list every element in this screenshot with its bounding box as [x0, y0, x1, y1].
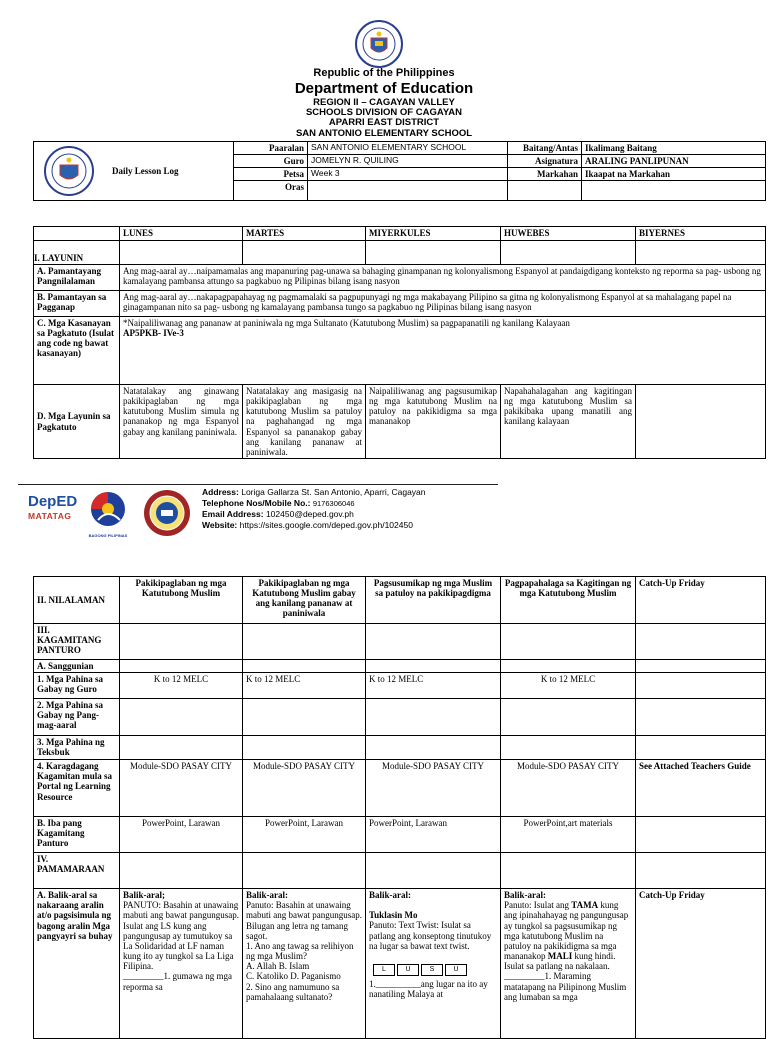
iba-pang-kagamitan-huwebes: PowerPoint,art materials	[501, 817, 636, 853]
learning-resource-miyerkules: Module-SDO PASAY CITY	[366, 760, 501, 817]
mali-keyword: MALI	[547, 951, 573, 962]
empty-cell	[501, 699, 636, 736]
gabay-ng-guro-lunes: K to 12 MELC	[120, 673, 243, 699]
markahan-label: Markahan	[508, 168, 582, 181]
empty-cell	[636, 660, 766, 673]
layunin-table	[33, 226, 766, 459]
nilalaman-table	[33, 576, 766, 1039]
daily-lesson-log-title: Daily Lesson Log	[112, 166, 179, 177]
empty-cell	[501, 660, 636, 673]
deped-matatag-logo	[28, 493, 80, 529]
matatag-wordmark: MATATAG	[28, 511, 72, 521]
footer-divider	[18, 484, 498, 485]
text-twist-letters	[373, 963, 497, 976]
empty-cell	[366, 736, 501, 760]
layunin-sa-pagkatuto-label: D. Mga Layunin sa Pagkatuto	[34, 385, 120, 459]
empty-cell	[120, 624, 243, 660]
empty-cell	[243, 624, 366, 660]
address-label: Address:	[202, 487, 239, 497]
balik-aral-martes-q1: 1. Ano ang tawag sa relihiyon ng mga Muslim?	[246, 940, 354, 962]
paaralan-label: Paaralan	[234, 142, 308, 155]
empty-cell	[636, 241, 766, 265]
telephone-label: Telephone Nos/Mobile No.:	[202, 498, 311, 508]
kasanayan-label: C. Mga Kasanayan sa Pagkatuto (Isulat ang code ng bawat kasanayan)	[34, 317, 120, 385]
day-header-lunes: LUNES	[120, 227, 243, 241]
guro-label: Guro	[234, 155, 308, 168]
balik-aral-huwebes-item: _________1. Maraming matatapang na Pilipinong Muslim ang lumaban sa mga	[504, 971, 627, 1002]
empty-cell	[636, 624, 766, 660]
empty-cell	[34, 227, 120, 241]
empty-cell	[243, 736, 366, 760]
balik-aral-lunes-item: _________1. gumawa ng mga reporma sa	[123, 971, 232, 992]
kasanayan-cell	[120, 317, 766, 385]
balik-aral-huwebes	[501, 889, 636, 1039]
layunin-huwebes: Napahahalagahan ang kagitingan ng mga katutubong Muslim sa pakikibaka upang manatili ang kanilang kalayaan	[501, 385, 636, 459]
asignatura-value: ARALING PANLIPUNAN	[582, 155, 766, 168]
petsa-value: Week 3	[308, 168, 508, 181]
empty-cell	[501, 241, 636, 265]
gabay-ng-guro-label: 1. Mga Pahina sa Gabay ng Guro	[34, 673, 120, 699]
markahan-value: Ikaapat na Markahan	[582, 168, 766, 181]
empty-cell	[636, 853, 766, 889]
nilalaman-label: II. NILALAMAN	[34, 577, 120, 624]
empty-cell	[120, 241, 243, 265]
gabay-ng-guro-miyerkules: K to 12 MELC	[366, 673, 501, 699]
nilalaman-miyerkules: Pagsusumikap ng mga Muslim sa patuloy na pakikipagdigma	[366, 577, 501, 624]
day-header-miyerkules: MIYERKULES	[366, 227, 501, 241]
balik-aral-martes	[243, 889, 366, 1039]
empty-cell	[636, 736, 766, 760]
empty-cell	[501, 736, 636, 760]
day-header-huwebes: HUWEBES	[501, 227, 636, 241]
paaralan-value: SAN ANTONIO ELEMENTARY SCHOOL	[308, 142, 508, 155]
learning-resource-huwebes: Module-SDO PASAY CITY	[501, 760, 636, 817]
bagong-pilipinas-wordmark: BAGONG PILIPINAS	[88, 533, 128, 538]
balik-aral-miyerkules-title: Balik-aral:	[369, 890, 411, 901]
iba-pang-kagamitan-martes: PowerPoint, Larawan	[243, 817, 366, 853]
nilalaman-martes: Pakikipaglaban ng mga Katutubong Muslim gabay ang kanilang pananaw at paniniwala	[243, 577, 366, 624]
empty-cell	[120, 660, 243, 673]
learning-resource-martes: Module-SDO PASAY CITY	[243, 760, 366, 817]
text-twist-letter: S	[421, 964, 443, 976]
email-label: Email Address:	[202, 509, 264, 519]
balik-aral-lunes-text: PANUTO: Basahin at unawaing mabuti ang bawat pangungusap. Isulat ang LS kung ang pangungusap ay tumutukoy sa La Solidaridad at LF naman kung ito ay tungkol sa La Liga Filipina.	[123, 900, 239, 972]
gabay-ng-guro-martes: K to 12 MELC	[243, 673, 366, 699]
empty-cell	[501, 624, 636, 660]
bagong-pilipinas-icon	[86, 490, 130, 528]
iba-pang-kagamitan-label: B. Iba pang Kagamitang Panturo	[34, 817, 120, 853]
learning-resource-biyernes: See Attached Teachers Guide	[636, 760, 766, 817]
empty-cell	[366, 660, 501, 673]
balik-aral-lunes-title: Balik-aral;	[123, 890, 165, 901]
empty-cell	[636, 699, 766, 736]
gabay-ng-guro-biyernes	[636, 673, 766, 699]
empty-cell	[508, 181, 582, 201]
teksbuk-label: 3. Mga Pahina ng Teksbuk	[34, 736, 120, 760]
balik-aral-huwebes-title: Balik-aral:	[504, 890, 546, 901]
learning-resource-lunes: Module-SDO PASAY CITY	[120, 760, 243, 817]
nilalaman-biyernes: Catch-Up Friday	[636, 577, 766, 624]
school-seal-icon	[140, 488, 194, 538]
website-label: Website:	[202, 520, 238, 530]
pamantayang-pangnilalaman-label: A. Pamantayang Pangnilalaman	[34, 265, 120, 291]
deped-wordmark: DepED	[28, 493, 78, 510]
empty-cell	[582, 181, 766, 201]
balik-aral-martes-q2: 2. Sino ang namumuno sa pamahalaang sultanato?	[246, 981, 340, 1002]
day-header-biyernes: BIYERNES	[636, 227, 766, 241]
website-link[interactable]: https://sites.google.com/deped.gov.ph/102450	[239, 520, 413, 530]
balik-aral-miyerkules-text: Panuto: Text Twist: Isulat sa patlang ang konseptong tinutukoy na lugar sa bawat text twist.	[369, 920, 492, 951]
empty-cell	[120, 699, 243, 736]
tuklasin-mo-heading: Tuklasin Mo	[369, 910, 418, 921]
address-value: Loriga Gallarza St. San Antonio, Aparri, Cagayan	[241, 487, 426, 497]
iba-pang-kagamitan-biyernes	[636, 817, 766, 853]
sanggunian-label: A. Sanggunian	[34, 660, 120, 673]
gabay-ng-mag-aaral-label: 2. Mga Pahina sa Gabay ng Pang-mag-aaral	[34, 699, 120, 736]
layunin-lunes: Natatalakay ang ginawang pakikipaglaban ng mga katutubong Muslim simula ng pananakop ng mga Espanyol gabay ang kanilang paniniwala.	[120, 385, 243, 459]
email-value: 102450@deped.gov.ph	[265, 509, 354, 519]
balik-aral-miyerkules-item: 1.__________ang lugar na ito ay nanatiling Malaya at	[369, 978, 488, 1000]
petsa-label: Petsa	[234, 168, 308, 181]
text-twist-letter: U	[445, 964, 467, 976]
instruction-part: Panuto: Isulat ang	[504, 900, 572, 911]
empty-cell	[366, 624, 501, 660]
oras-value	[308, 181, 508, 201]
pamamaraan-label: IV. PAMAMARAAN	[34, 853, 120, 889]
instruction-part: kung ang ipinahahayag ng pangungusap ay tungkol sa pagsusumikap ng mga katutubong Muslim na patuloy na pakikidigma sa mga mananakop	[504, 900, 629, 962]
pamantayang-pangnilalaman-text: Ang mag-aaral ay…naipamamalas ang mapanuring pag-unawa sa bahaging ginampanan ng kolonyalismong Espanyol at pandaigdigang konteksto ng reporma sa pag- usbong ng kamalayang pambansa attungo sa pagkabuo ng Pilipinas bilang isang nasyon	[120, 265, 766, 291]
balik-aral-martes-text: Panuto: Basahin at unawaing mabuti ang bawat pangungusap. Bilugan ang letra ng tamang sagot.	[246, 900, 362, 941]
deped-seal-logo	[355, 20, 403, 68]
empty-cell	[120, 853, 243, 889]
kasanayan-text: *Naipaliliwanag ang pananaw at paniniwala ng mga Sultanato (Katutubong Muslim) sa pagpapanatili ng kanilang Kalayaan	[123, 318, 570, 328]
balik-aral-huwebes-text	[504, 900, 632, 971]
info-logo-cell	[34, 142, 234, 201]
iba-pang-kagamitan-lunes: PowerPoint, Larawan	[120, 817, 243, 853]
pamantayan-sa-pagganap-text: Ang mag-aaral ay…nakapagpapahayag ng pagmamalaki sa pagpupunyagi ng mga makabayang Pilipino sa gitna ng kolonyalismong Espanyol at sa mahalagang papel na ginagampanan nito sa pag- usbong ng kamalayang pambansa tungo sa pagkabuo ng Pilipinas bilang isang nasyon	[120, 291, 766, 317]
balik-aral-miyerkules	[366, 889, 501, 1039]
day-header-martes: MARTES	[243, 227, 366, 241]
layunin-martes: Natatalakay ang masigasig na pakikipaglaban ng mga katutubong Muslim sa patuloy na paghahangad ng mga Espanyol sa pananakop gabay ang kanilang pananaw at paniniwala.	[243, 385, 366, 459]
balik-aral-lunes	[120, 889, 243, 1039]
layunin-biyernes	[636, 385, 766, 459]
empty-cell	[243, 853, 366, 889]
republic-text: Republic of the Philippines	[313, 67, 455, 79]
region-text: REGION II – CAGAYAN VALLEY	[313, 97, 455, 108]
balik-aral-martes-title: Balik-aral:	[246, 890, 288, 901]
gabay-ng-guro-huwebes: K to 12 MELC	[501, 673, 636, 699]
division-text: SCHOOLS DIVISION OF CAGAYAN	[305, 107, 463, 118]
tama-keyword: TAMA	[571, 900, 599, 911]
oras-label: Oras	[234, 181, 308, 201]
pamantayan-sa-pagganap-label: B. Pamantayan sa Pagganap	[34, 291, 120, 317]
nilalaman-huwebes: Pagpapahalaga sa Kagitingan ng mga Katutubong Muslim	[501, 577, 636, 624]
balik-aral-biyernes: Catch-Up Friday	[636, 889, 766, 1039]
empty-cell	[366, 853, 501, 889]
deped-seal-small-icon	[38, 144, 100, 198]
baitang-label: Baitang/Antas	[508, 142, 582, 155]
telephone-value: 9176306046	[312, 499, 355, 508]
footer-contact	[202, 487, 426, 531]
empty-cell	[501, 853, 636, 889]
empty-cell	[243, 241, 366, 265]
asignatura-label: Asignatura	[508, 155, 582, 168]
nilalaman-lunes: Pakikipaglaban ng mga Katutubong Muslim	[120, 577, 243, 624]
text-twist-letter: L	[373, 964, 395, 976]
kasanayan-code: AP5PKB- IVe-3	[123, 328, 184, 339]
iba-pang-kagamitan-miyerkules: PowerPoint, Larawan	[366, 817, 501, 853]
text-twist-letter: U	[397, 964, 419, 976]
empty-cell	[366, 699, 501, 736]
guro-value: JOMELYN R. QUILING	[308, 155, 508, 168]
empty-cell	[366, 241, 501, 265]
instruction-part: kung hindi. Isulat sa patlang na nakalaan.	[504, 951, 616, 972]
kagamitang-panturo-label: III. KAGAMITANG PANTURO	[34, 624, 120, 660]
layunin-miyerkules: Naipaliliwanag ang pagsusumikap ng mga katutubong Muslim na patuloy na pakikidigma sa mga mananakop	[366, 385, 501, 459]
layunin-heading: I. LAYUNIN	[34, 241, 120, 265]
balik-aral-label: A. Balik-aral sa nakaraang aralin at/o pagsisimula ng bagong aralin Mga pangyayri sa buhay	[34, 889, 120, 1039]
empty-cell	[243, 699, 366, 736]
school-text: SAN ANTONIO ELEMENTARY SCHOOL	[295, 128, 473, 139]
baitang-value: Ikalimang Baitang	[582, 142, 766, 155]
empty-cell	[243, 660, 366, 673]
bagong-pilipinas-logo	[86, 490, 130, 536]
balik-aral-martes-q1-choices-a: A. Allah B. Islam	[246, 961, 310, 972]
district-text: APARRI EAST DISTRICT	[328, 117, 440, 128]
balik-aral-martes-q1-choices-b: C. Katoliko D. Paganismo	[246, 971, 341, 982]
department-text: Department of Education	[294, 80, 474, 97]
info-table	[33, 141, 766, 201]
learning-resource-label: 4. Karagdagang Kagamitan mula sa Portal ng Learning Resource	[34, 760, 120, 817]
empty-cell	[120, 736, 243, 760]
